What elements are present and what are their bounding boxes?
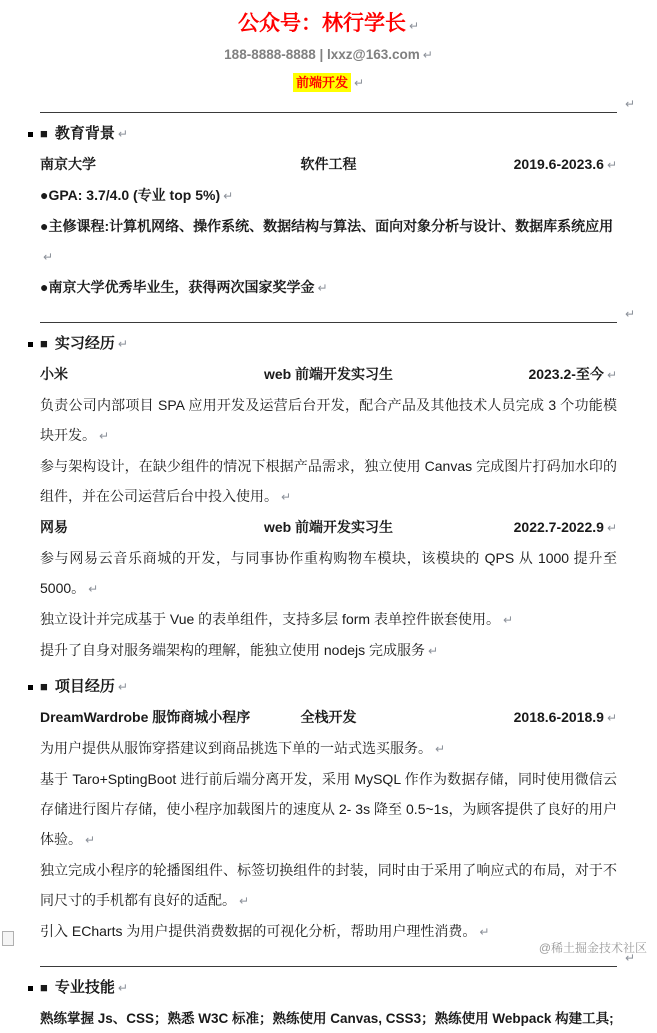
company-name: 网易 — [40, 519, 68, 535]
page-title — [40, 10, 617, 40]
education-dates — [514, 151, 617, 178]
section-divider — [40, 950, 635, 967]
job-paragraph — [40, 451, 617, 512]
list-bullet-icon — [28, 132, 33, 137]
section-divider — [40, 96, 635, 113]
pilcrow-icon: ↵ — [408, 19, 420, 33]
job-row-xiaomi — [40, 361, 617, 388]
pilcrow-icon: ↵ — [606, 368, 617, 382]
list-bullet-icon — [28, 986, 33, 991]
education-bullet-awards — [40, 272, 617, 303]
section-square-icon: ■ — [40, 336, 48, 351]
list-bullet-icon — [28, 342, 33, 347]
job-paragraph — [40, 390, 617, 451]
pilcrow-icon: ↵ — [239, 894, 250, 908]
pilcrow-icon: ↵ — [428, 644, 439, 658]
section-skills — [40, 975, 617, 1033]
projects-heading-label: 项目经历 — [54, 678, 115, 695]
pilcrow-icon: ↵ — [624, 951, 635, 965]
education-bullet-gpa-text: ●GPA: 3.7/4.0 (专业 top 5%) — [40, 187, 221, 203]
contact-text: 188-8888-8888 | lxxz@163.com — [224, 47, 420, 62]
object-anchor-box — [2, 931, 14, 946]
pilcrow-icon: ↵ — [281, 490, 292, 504]
pilcrow-icon: ↵ — [606, 711, 617, 725]
project-paragraph — [40, 916, 617, 947]
job-paragraph — [40, 543, 617, 604]
job-role: web 前端开发实习生 — [263, 366, 394, 382]
project-paragraph — [40, 733, 617, 764]
education-row — [40, 151, 617, 178]
project-paragraph-text: 为用户提供从服饰穿搭建议到商品挑选下单的一站式选买服务。 — [40, 740, 432, 756]
internship-heading-label: 实习经历 — [54, 335, 115, 352]
project-dates — [514, 704, 617, 731]
job-role: web 前端开发实习生 — [263, 519, 394, 535]
project-dates-text: 2018.6-2018.9 — [513, 709, 604, 725]
pilcrow-icon: ↵ — [43, 250, 54, 264]
pilcrow-icon: ↵ — [317, 281, 328, 295]
project-paragraph-text: 基于 Taro+SptingBoot 进行前后端分离开发，采用 MySQL 作作为数据存储，同时使用微信云存储进行图片存储，使小程序加载图片的速度从 2- 3s 降至 0.5~1s，为顾客提供了良好的用户体验。 — [40, 771, 617, 847]
section-internship — [40, 331, 617, 666]
education-bullet-courses — [40, 211, 617, 272]
section-square-icon: ■ — [40, 126, 48, 141]
job-dates-text: 2022.7-2022.9 — [513, 519, 604, 535]
education-heading — [40, 121, 617, 147]
project-paragraph — [40, 764, 617, 855]
job-row-netease — [40, 514, 617, 541]
pilcrow-icon: ↵ — [353, 76, 365, 90]
project-paragraph-text: 引入 ECharts 为用户提供消费数据的可视化分析，帮助用户理性消费。 — [40, 923, 477, 939]
pilcrow-icon: ↵ — [99, 429, 110, 443]
section-projects — [40, 674, 617, 947]
job-paragraph-text: 参与架构设计，在缺少组件的情况下根据产品需求，独立使用 Canvas 完成图片打码加水印的组件，并在公司运营后台中投入使用。 — [40, 458, 617, 504]
education-bullet-gpa — [40, 180, 617, 211]
list-bullet-icon — [28, 685, 33, 690]
pilcrow-icon: ↵ — [117, 337, 128, 351]
job-paragraph — [40, 635, 617, 666]
job-dates — [514, 514, 617, 541]
school-name: 南京大学 — [40, 156, 96, 172]
pilcrow-icon: ↵ — [117, 127, 128, 141]
education-bullet-courses-text: ●主修课程:计算机网络、操作系统、数据结构与算法、面向对象分析与设计、数据库系统应用 — [40, 218, 614, 234]
section-divider — [40, 306, 635, 323]
section-square-icon: ■ — [40, 980, 48, 995]
education-dates-text: 2019.6-2023.6 — [513, 156, 604, 172]
pilcrow-icon: ↵ — [624, 307, 635, 321]
section-square-icon: ■ — [40, 679, 48, 694]
education-heading-label: 教育背景 — [54, 125, 115, 142]
job-dates — [528, 361, 617, 388]
education-bullet-awards-text: ●南京大学优秀毕业生，获得两次国家奖学金 — [40, 279, 315, 295]
job-paragraph-text: 负责公司内部项目 SPA 应用开发及运营后台开发，配合产品及其他技术人员完成 3 个功能模块开发。 — [40, 397, 617, 443]
company-name: 小米 — [40, 366, 68, 382]
contact-line — [40, 45, 617, 65]
job-dates-text: 2023.2-至今 — [528, 366, 604, 382]
role-tag: 前端开发 — [293, 73, 351, 92]
pilcrow-icon: ↵ — [88, 582, 99, 596]
job-paragraph-text: 参与网易云音乐商城的开发，与同事协作重构购物车模块，该模块的 QPS 从 1000 提升至 5000。 — [40, 550, 617, 596]
section-education — [40, 121, 617, 303]
pilcrow-icon: ↵ — [606, 521, 617, 535]
pilcrow-icon: ↵ — [117, 981, 128, 995]
major-name: 软件工程 — [300, 156, 357, 172]
pilcrow-icon: ↵ — [223, 189, 234, 203]
skills-heading-label: 专业技能 — [54, 979, 115, 996]
pilcrow-icon: ↵ — [435, 742, 446, 756]
project-role: 全栈开发 — [300, 709, 357, 725]
project-paragraph-text: 独立完成小程序的轮播图组件、标签切换组件的封装，同时由于采用了响应式的布局，对于不同尺寸的手机都有良好的适配。 — [40, 862, 617, 908]
projects-heading — [40, 674, 617, 700]
project-row — [40, 704, 617, 731]
page-title-text: 公众号：林行学长 — [237, 12, 406, 35]
skills-text: 熟练掌握 Js、CSS；熟悉 W3C 标准；熟练使用 Canvas, CSS3；熟练使用 Webpack 构建工具; — [40, 1011, 614, 1026]
pilcrow-icon: ↵ — [624, 97, 635, 111]
pilcrow-icon: ↵ — [502, 613, 514, 627]
job-paragraph — [40, 604, 617, 635]
skills-text-line — [40, 1005, 617, 1033]
pilcrow-icon: ↵ — [85, 833, 96, 847]
job-paragraph-text: 提升了自身对服务端架构的理解，能独立使用 nodejs 完成服务 — [40, 642, 426, 658]
skills-heading — [40, 975, 617, 1001]
pilcrow-icon: ↵ — [479, 925, 490, 939]
pilcrow-icon: ↵ — [606, 158, 617, 172]
internship-heading — [40, 331, 617, 357]
pilcrow-icon: ↵ — [117, 680, 128, 694]
job-paragraph-text: 独立设计并完成基于 Vue 的表单组件，支持多层 form 表单控件嵌套使用。 — [40, 611, 500, 627]
pilcrow-icon: ↵ — [422, 48, 433, 62]
project-name: DreamWardrobe 服饰商城小程序 — [40, 709, 251, 725]
watermark: @稀土掘金技术社区 — [538, 941, 647, 955]
role-tagline — [40, 73, 617, 93]
project-paragraph — [40, 855, 617, 916]
